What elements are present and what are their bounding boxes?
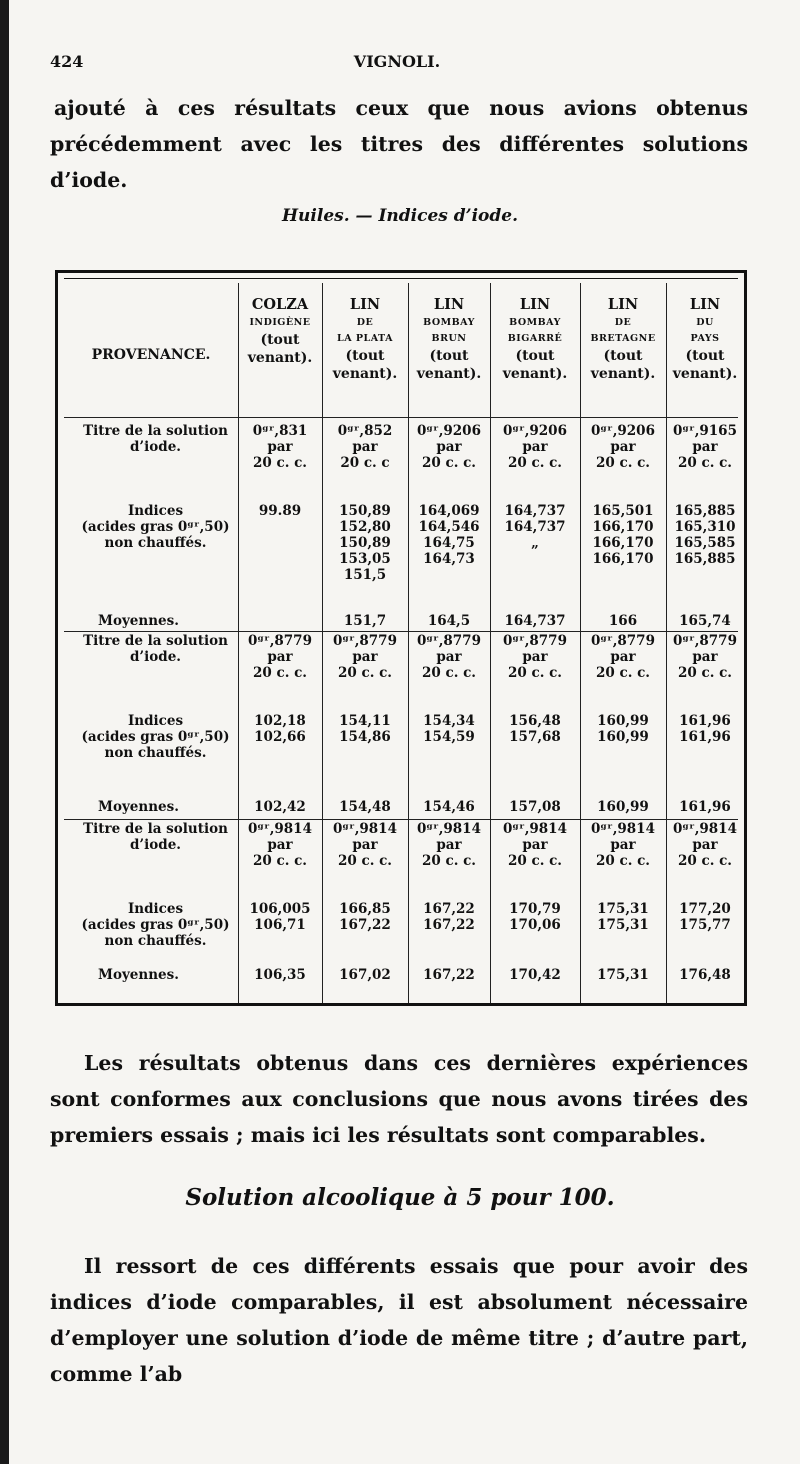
- column-header-sub: DE LA PLATA: [337, 317, 393, 344]
- section-subheading: Solution alcoolique à 5 pour 100.: [185, 1184, 615, 1211]
- row-label-moyennes: Moyennes.: [98, 799, 179, 815]
- page-number: 424: [50, 52, 84, 71]
- table-caption: Huiles. — Indices d’iode.: [281, 206, 519, 226]
- titre-cell: 0ᵍʳ,831 par 20 c. c.: [252, 423, 308, 471]
- column-header-name: LIN: [433, 296, 465, 313]
- indices-cell: 177,20 175,77: [679, 901, 731, 933]
- column-header-name: COLZA: [251, 296, 309, 313]
- column-header-note: (tout venant).: [416, 348, 482, 382]
- titre-cell: 0ᵍʳ,8779 par 20 c. c.: [248, 633, 312, 681]
- column-header-note: (tout venant).: [247, 332, 313, 366]
- titre-cell: 0ᵍʳ,8779 par 20 c. c.: [673, 633, 737, 681]
- moyenne-cell: 164,5: [427, 613, 471, 629]
- indices-cell: 154,11 154,86: [339, 713, 391, 745]
- moyenne-cell: 151,7: [343, 613, 387, 629]
- titre-cell: 0ᵍʳ,8779 par 20 c. c.: [591, 633, 655, 681]
- moyenne-cell: 164,737: [504, 613, 566, 629]
- titre-cell: 0ᵍʳ,9814 par 20 c. c.: [248, 821, 312, 869]
- indices-cell: 164,737 164,737 „: [504, 503, 566, 551]
- column-header: [322, 295, 408, 383]
- moyenne-cell: 166: [608, 613, 638, 629]
- indices-cell: 160,99 160,99: [597, 713, 649, 745]
- paragraph-results: Les résultats obtenus dans ces dernières expériences sont conformes aux conclusions que nous avons tirées des premiers essais ; mais ici les résultats sont comparables.: [50, 1051, 748, 1147]
- titre-cell: 0ᵍʳ,9814 par 20 c. c.: [673, 821, 737, 869]
- moyenne-cell: 175,31: [597, 967, 649, 983]
- indices-cell: 154,34 154,59: [423, 713, 475, 745]
- column-header-sub: BOMBAY BIGARRÉ: [507, 317, 563, 344]
- column-header-note: (tout venant).: [672, 348, 738, 382]
- titre-cell: 0ᵍʳ,9814 par 20 c. c.: [417, 821, 481, 869]
- row-label-indices: Indices (acides gras 0ᵍʳ,50) non chauffés.: [81, 503, 230, 551]
- column-header-name: LIN: [349, 296, 381, 313]
- column-header-name: LIN: [607, 296, 639, 313]
- titre-cell: 0ᵍʳ,8779 par 20 c. c.: [503, 633, 567, 681]
- moyenne-cell: 167,02: [339, 967, 391, 983]
- column-header-note: (tout venant).: [332, 348, 398, 382]
- titre-cell: 0ᵍʳ,9206 par 20 c. c.: [591, 423, 655, 471]
- titre-cell: 0ᵍʳ,8779 par 20 c. c.: [417, 633, 481, 681]
- group-rule: [64, 631, 738, 632]
- indices-cell: 102,18 102,66: [254, 713, 306, 745]
- moyenne-cell: 154,46: [423, 799, 475, 815]
- moyenne-cell: 106,35: [254, 967, 306, 983]
- indices-cell: 156,48 157,68: [509, 713, 561, 745]
- indices-cell: 165,501 166,170 166,170 166,170: [592, 503, 654, 567]
- indices-cell: 99.89: [258, 503, 302, 519]
- indices-cell: 170,79 170,06: [509, 901, 561, 933]
- row-label-titre: Titre de la solution d’iode.: [83, 821, 228, 853]
- moyenne-cell: 167,22: [423, 967, 475, 983]
- column-header: [490, 295, 580, 383]
- row-label-indices: Indices (acides gras 0ᵍʳ,50) non chauffés.: [81, 901, 230, 949]
- table-top-rule: [64, 278, 738, 279]
- moyenne-cell: 176,48: [679, 967, 731, 983]
- titre-cell: 0ᵍʳ,9814 par 20 c. c.: [503, 821, 567, 869]
- column-header: [238, 295, 322, 367]
- moyenne-cell: 102,42: [254, 799, 306, 815]
- row-label-titre: Titre de la solution d’iode.: [83, 633, 228, 665]
- indices-cell: 166,85 167,22: [339, 901, 391, 933]
- moyenne-cell: 161,96: [679, 799, 731, 815]
- row-label-moyennes: Moyennes.: [98, 967, 179, 983]
- group-rule: [64, 417, 738, 418]
- column-header-note: (tout venant).: [590, 348, 656, 382]
- indices-cell: 161,96 161,96: [679, 713, 731, 745]
- column-header-note: (tout venant).: [502, 348, 568, 382]
- indices-cell: 106,005 106,71: [249, 901, 311, 933]
- titre-cell: 0ᵍʳ,9206 par 20 c. c.: [503, 423, 567, 471]
- moyenne-cell: 170,42: [509, 967, 561, 983]
- column-header-name: LIN: [689, 296, 721, 313]
- column-header: [666, 295, 744, 383]
- running-title: VIGNOLI.: [353, 52, 441, 71]
- indices-cell: 167,22 167,22: [423, 901, 475, 933]
- row-label-moyennes: Moyennes.: [98, 613, 179, 629]
- titre-cell: 0ᵍʳ,852 par 20 c. c: [337, 423, 393, 471]
- paragraph-continued: ajouté à ces résultats ceux que nous avions obtenus précédemment avec les titres des différentes solutions d’iode.: [50, 96, 748, 192]
- titre-cell: 0ᵍʳ,9165 par 20 c. c.: [673, 423, 737, 471]
- indices-cell: 175,31 175,31: [597, 901, 649, 933]
- paragraph-final: Il ressort de ces différents essais que pour avoir des indices d’iode comparables, il est absolument nécessaire d’employer une solution d’iode de même titre ; d’autre part, comme l’ab: [50, 1254, 748, 1386]
- indices-cell: 165,885 165,310 165,585 165,885: [674, 503, 736, 567]
- column-header-sub: INDIGÈNE: [249, 317, 311, 328]
- indices-cell: 150,89 152,80 150,89 153,05 151,5: [339, 503, 391, 583]
- running-head: [50, 52, 744, 78]
- moyenne-cell: 154,48: [339, 799, 391, 815]
- group-rule: [64, 819, 738, 820]
- titre-cell: 0ᵍʳ,8779 par 20 c. c.: [333, 633, 397, 681]
- column-header: [408, 295, 490, 383]
- column-header-sub: DU PAYS: [690, 317, 720, 344]
- column-header-sub: BOMBAY BRUN: [423, 317, 475, 344]
- titre-cell: 0ᵍʳ,9814 par 20 c. c.: [591, 821, 655, 869]
- column-header-sub: DE BRETAGNE: [590, 317, 656, 344]
- moyenne-cell: 160,99: [597, 799, 649, 815]
- column-header-name: LIN: [519, 296, 551, 313]
- iodine-index-table: [55, 270, 747, 1006]
- titre-cell: 0ᵍʳ,9206 par 20 c. c.: [417, 423, 481, 471]
- row-label-indices: Indices (acides gras 0ᵍʳ,50) non chauffés.: [81, 713, 230, 761]
- row-label-titre: Titre de la solution d’iode.: [83, 423, 228, 455]
- column-header: [580, 295, 666, 383]
- titre-cell: 0ᵍʳ,9814 par 20 c. c.: [333, 821, 397, 869]
- moyenne-cell: 157,08: [509, 799, 561, 815]
- indices-cell: 164,069 164,546 164,75 164,73: [418, 503, 480, 567]
- moyenne-cell: 165,74: [679, 613, 731, 629]
- provenance-header: PROVENANCE.: [91, 347, 211, 363]
